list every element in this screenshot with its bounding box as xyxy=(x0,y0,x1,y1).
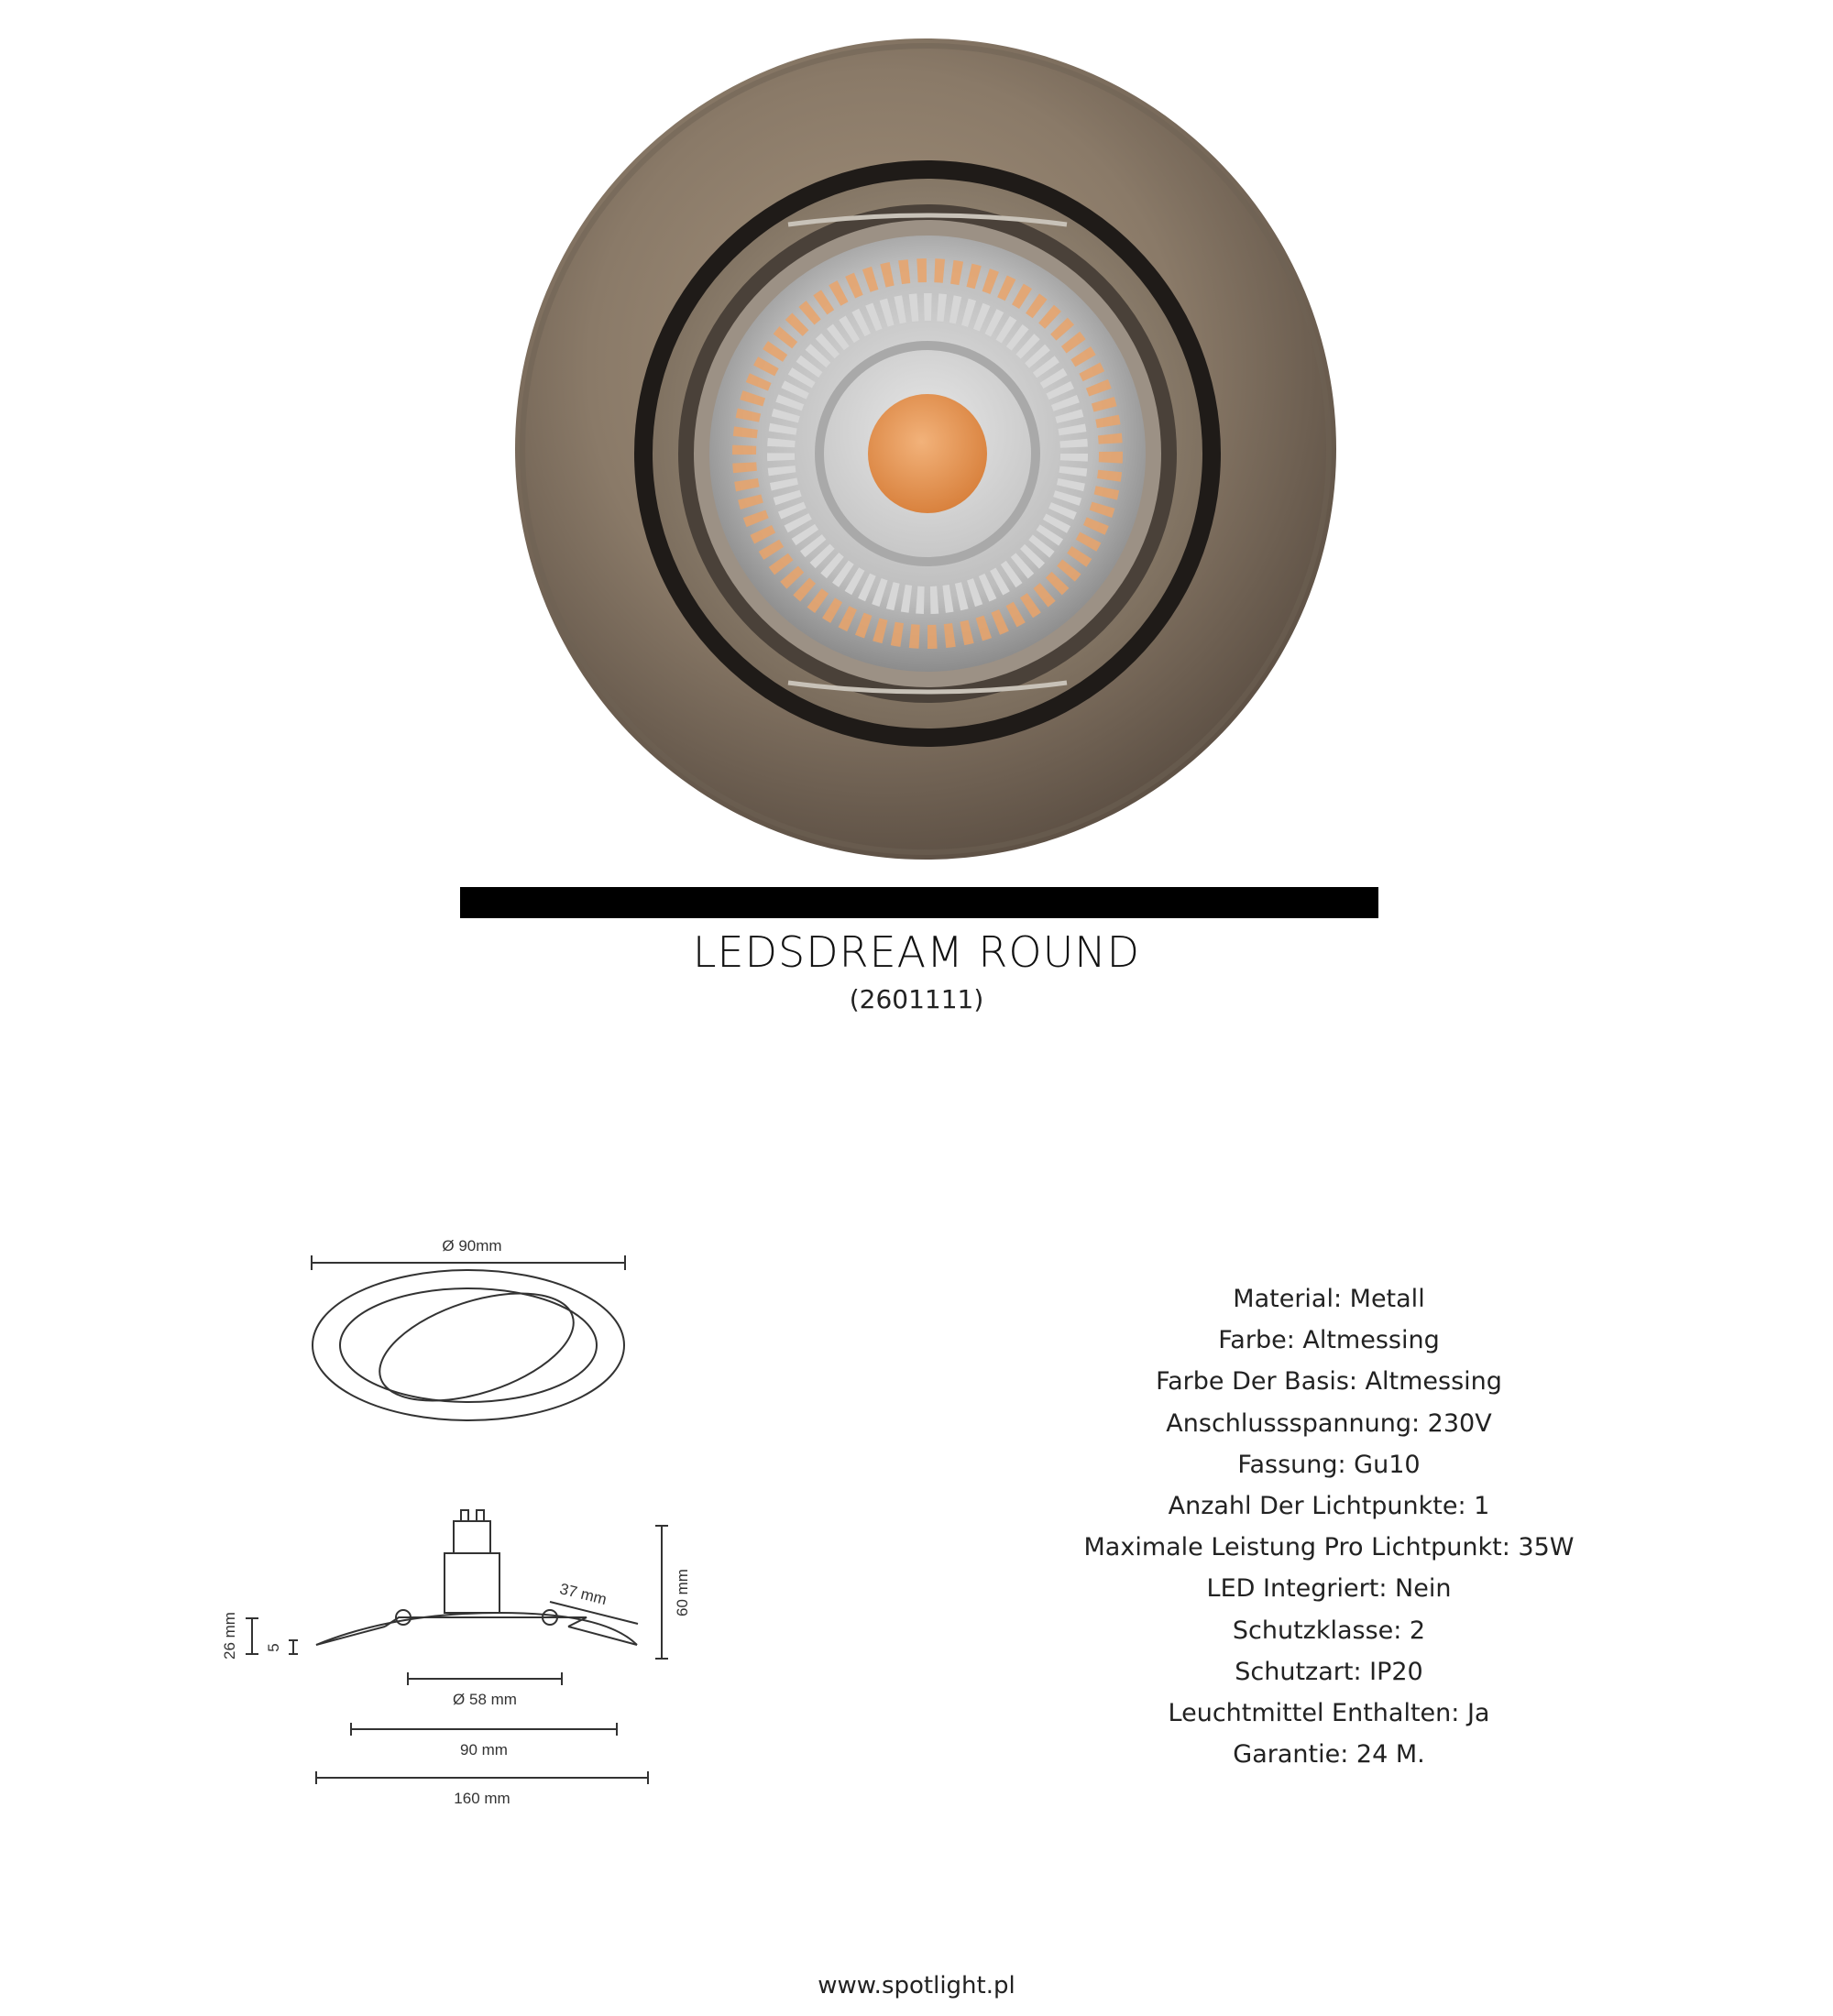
spec-light-points: Anzahl Der Lichtpunkte: 1 xyxy=(1168,1491,1490,1520)
product-photo xyxy=(513,37,1338,861)
spec-ip-rating: Schutzart: IP20 xyxy=(1235,1657,1423,1686)
dim-inner-diameter: Ø 58 mm xyxy=(453,1691,517,1708)
spec-protection-class: Schutzklasse: 2 xyxy=(1232,1616,1426,1645)
dim-top-diameter: Ø 90mm xyxy=(442,1237,502,1255)
spec-material: Material: Metall xyxy=(1233,1285,1425,1313)
spec-max-power: Maximale Leistung Pro Lichtpunkt: 35W xyxy=(1083,1533,1575,1562)
product-code: (2601111) xyxy=(849,984,984,1014)
spec-warranty: Garantie: 24 M. xyxy=(1233,1740,1425,1769)
technical-drawing xyxy=(211,1210,706,1833)
spec-led-integrated: LED Integriert: Nein xyxy=(1206,1574,1452,1604)
dim-bracket: 37 mm xyxy=(557,1580,609,1609)
spec-list xyxy=(1008,1278,1650,1775)
spec-color: Farbe: Altmessing xyxy=(1218,1326,1440,1355)
dim-cutout: 90 mm xyxy=(460,1741,508,1759)
product-name: LEDSDREAM ROUND xyxy=(692,927,1141,977)
dim-left-total: 26 mm xyxy=(221,1612,238,1660)
dim-spring-span: 160 mm xyxy=(454,1790,510,1807)
website-link[interactable]: www.spotlight.pl xyxy=(818,1972,1015,2000)
spec-base-color: Farbe Der Basis: Altmessing xyxy=(1156,1367,1502,1397)
spec-socket: Fassung: Gu10 xyxy=(1237,1450,1421,1479)
dim-left-small: 5 xyxy=(265,1643,282,1652)
spec-voltage: Anschlussspannung: 230V xyxy=(1166,1408,1492,1438)
dim-height: 60 mm xyxy=(674,1569,691,1616)
spec-bulb-included: Leuchtmittel Enthalten: Ja xyxy=(1168,1698,1490,1727)
title-bar xyxy=(460,887,1378,918)
